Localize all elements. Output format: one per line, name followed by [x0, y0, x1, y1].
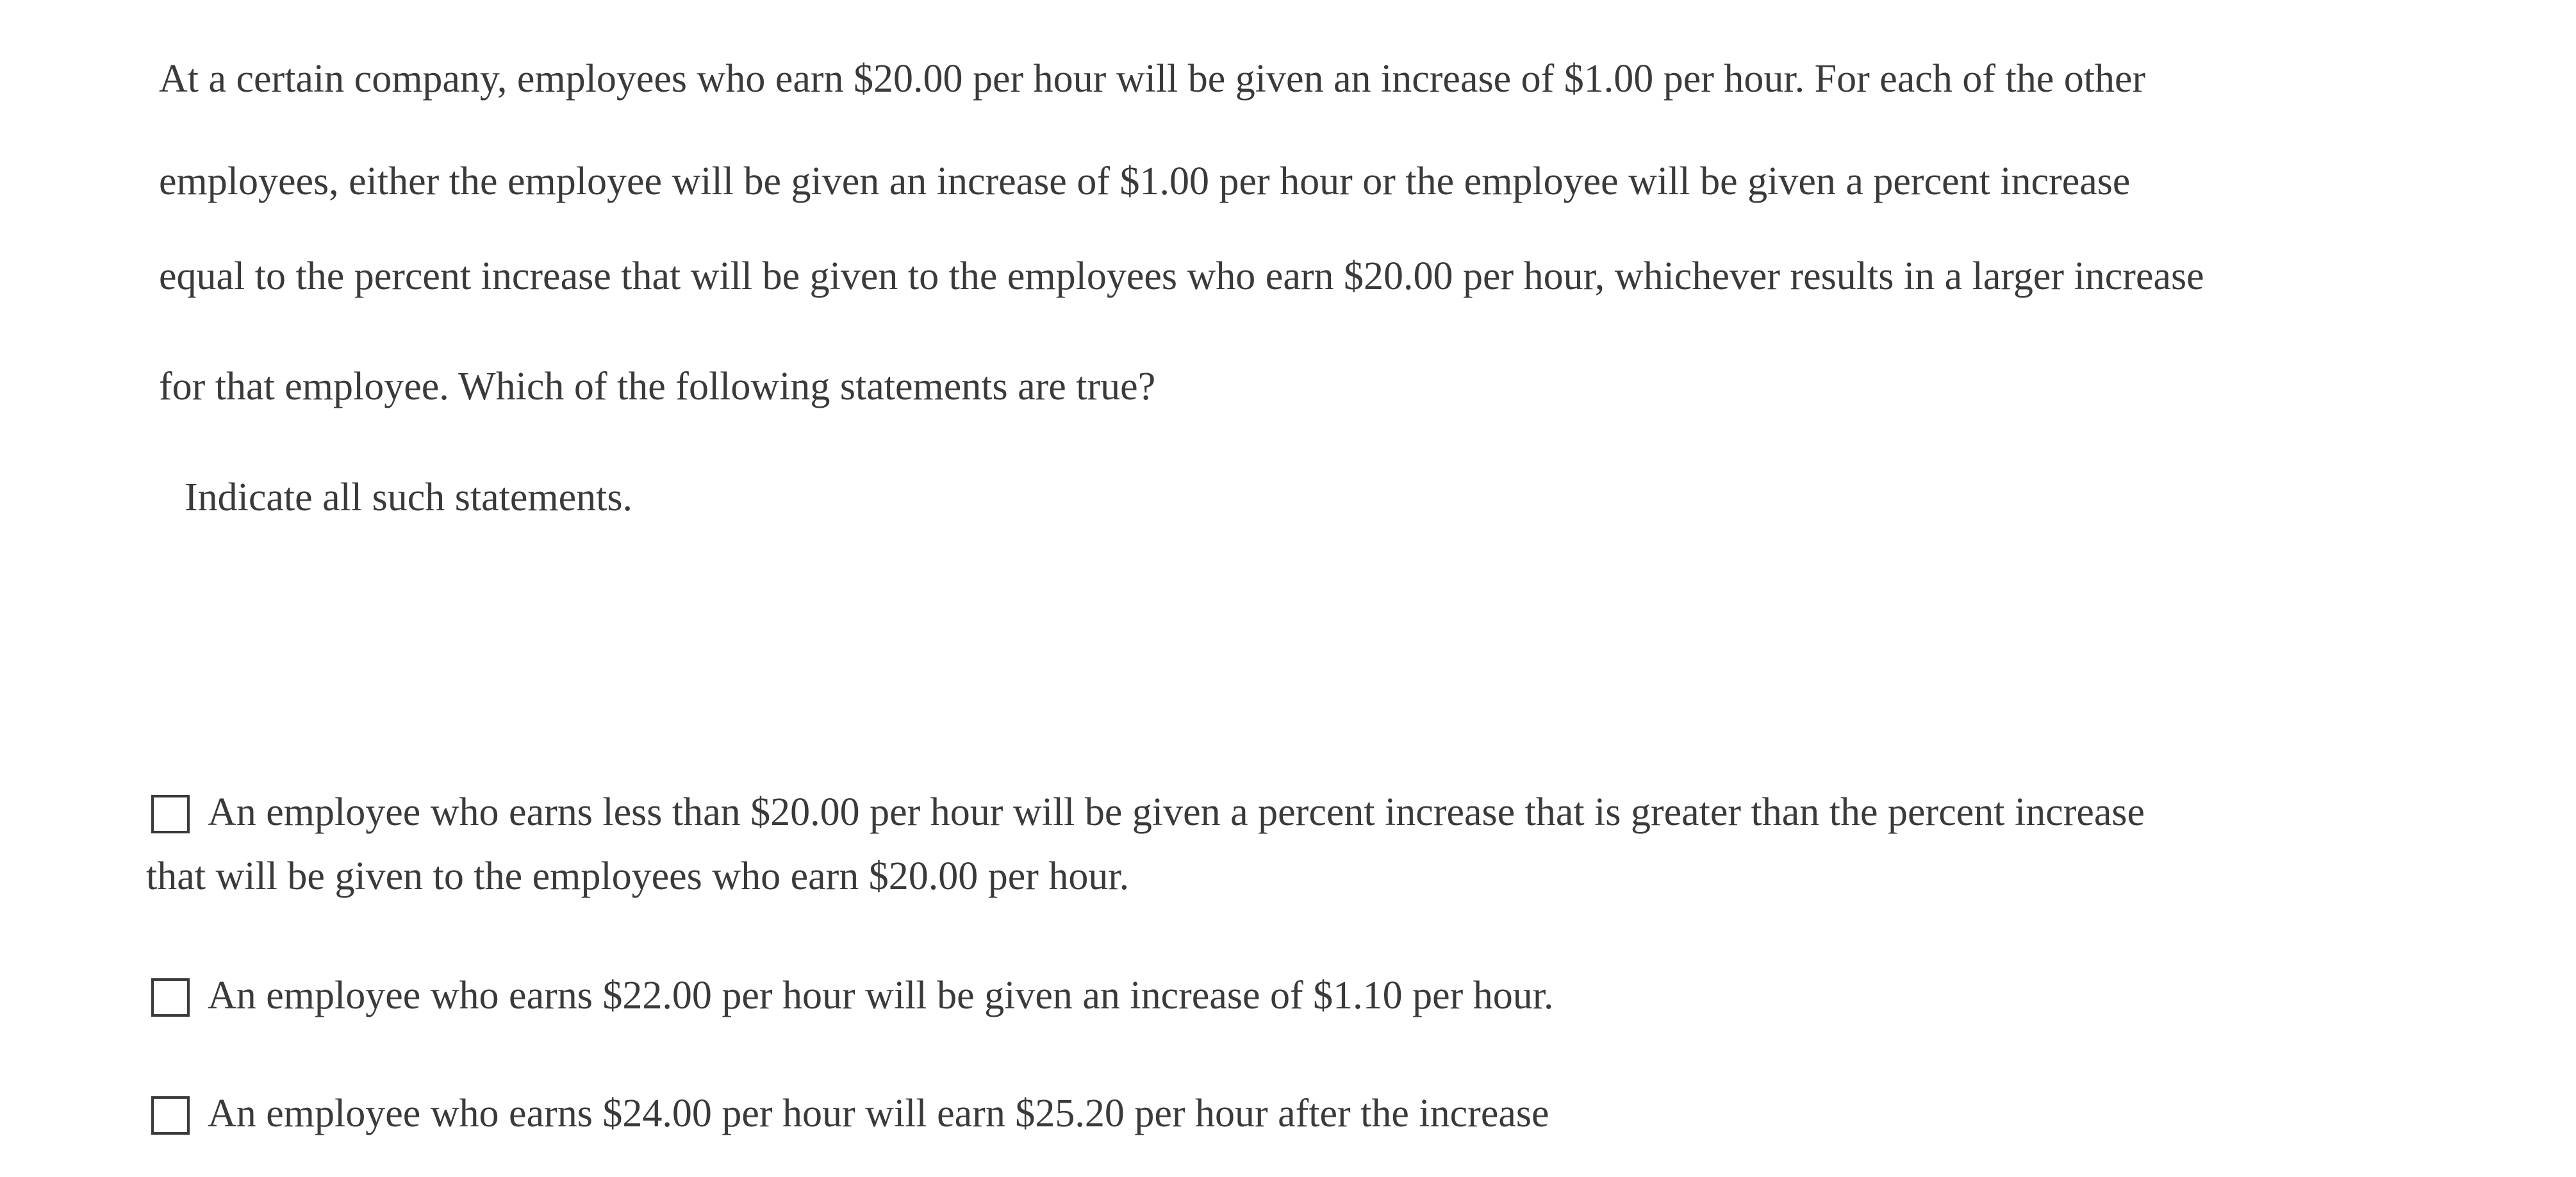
option-a-line-2: that will be given to the employees who earn $20.00 per hour. — [146, 855, 1130, 898]
option-a-line-1: An employee who earns less than $20.00 per hour will be given a percent increase that is greater than the percent increase — [208, 790, 2145, 834]
option-c-line-1: An employee who earns $24.00 per hour will earn $25.20 per hour after the increase — [208, 1092, 1549, 1135]
option-b-line-1: An employee who earns $22.00 per hour will be given an increase of $1.10 per hour. — [208, 974, 1554, 1017]
checkbox-c[interactable] — [151, 1096, 190, 1135]
question-line: employees, either the employee will be given an increase of $1.00 per hour or the employee will be given a percent increase — [159, 160, 2131, 203]
checkbox-b[interactable] — [151, 978, 190, 1017]
question-line: At a certain company, employees who earn $20.00 per hour will be given an increase of $1.00 per hour. For each of the other — [159, 57, 2146, 101]
instruction-text: Indicate all such statements. — [185, 476, 632, 519]
checkbox-a[interactable] — [151, 795, 190, 833]
question-line: for that employee. Which of the following statements are true? — [159, 365, 1156, 408]
question-line: equal to the percent increase that will be given to the employees who earn $20.00 per hour, whichever results in a larger increase — [159, 255, 2204, 298]
